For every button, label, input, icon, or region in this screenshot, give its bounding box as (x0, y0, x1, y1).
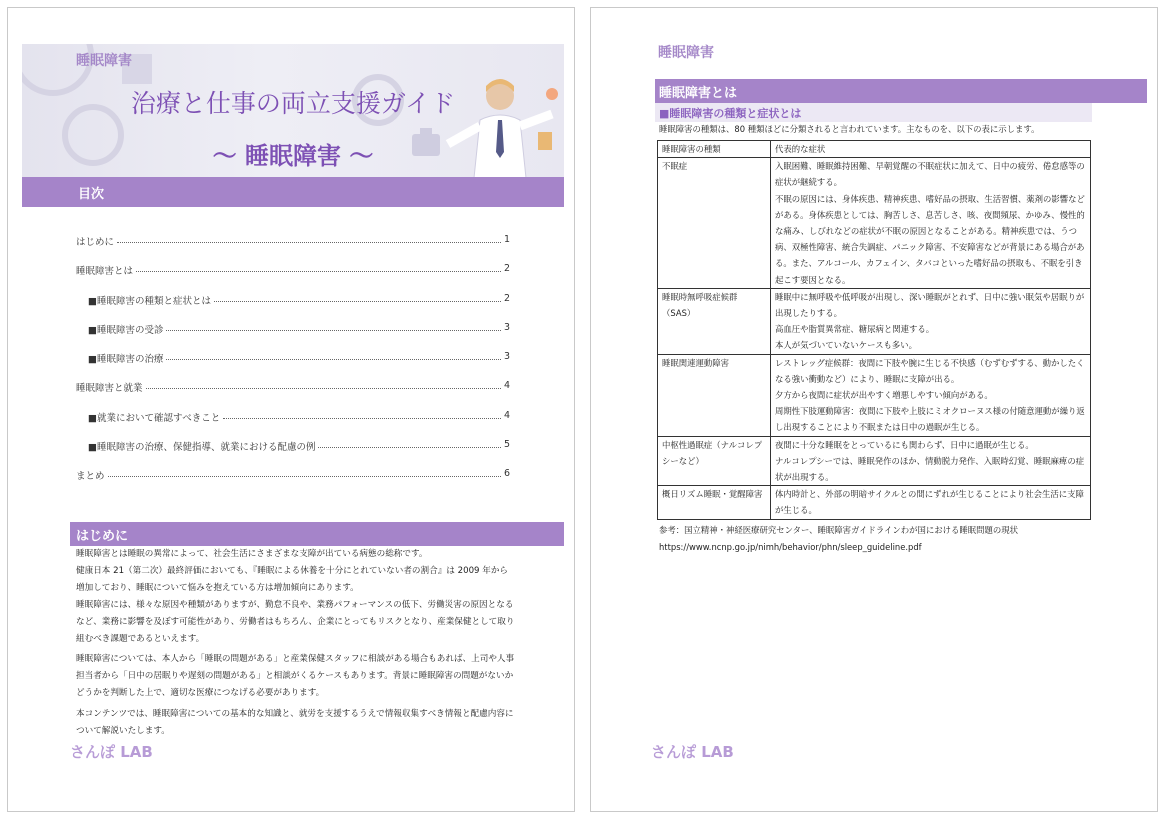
intro-paragraph: 健康日本 21（第二次）最終評価においても、『睡眠による休養を十分にとれていない者の割合』は 2009 年から増加しており、睡眠について悩みを抱えている方は増加傾向にあります。 (76, 565, 509, 593)
intro-paragraph: 本コンテンツでは、睡眠障害についての基本的な知識と、就労を支援するうえで情報収集すべき情報と配慮内容について解説いたします。 (76, 709, 514, 737)
reference-label: 参考：国立精神・神経医療研究センター、睡眠障害ガイドラインわが国における睡眠問題の現状 (659, 525, 1018, 535)
toc-leader (166, 322, 500, 331)
symptom-line: 体内時計と、外部の明暗サイクルとの間にずれが生じることにより社会生活に支障が生じる。 (775, 489, 1084, 516)
toc-leader (166, 351, 500, 360)
symptom-line: 不眠の原因には、身体疾患、精神疾患、嗜好品の摂取、生活習慣、薬剤の影響などがある。身体疾患としては、胸苦しさ、息苦しさ、咳、夜間頻尿、かゆみ、慢性的な痛み、しびれなどの症状が不眠の原因となることがある。精神疾患では、うつ病、双極性障害、統合失調症、パニック障害、不安障害などが背景にある場合がある。また、アルコール、カフェイン、タバコといった嗜好品の摂取も、不眠を引き起こす要因となる。 (775, 193, 1085, 285)
document-title: 治療と仕事の両立支援ガイド (130, 89, 456, 118)
toc-heading-bar (22, 177, 564, 207)
table-row (658, 354, 1091, 436)
disorder-type-cell: 不眠症 (658, 158, 771, 289)
intro-paragraph: 睡眠障害とは睡眠の異常によって、社会生活にさまざまな支障が出ている病態の総称です。 (76, 549, 428, 559)
symptom-line: 高血圧や脂質異常症、糖尿病と関連する。 (775, 324, 935, 335)
table-row (658, 158, 1091, 289)
document-page-1 (7, 7, 575, 812)
toc-leader (117, 234, 501, 243)
disorder-type-cell: 中枢性過眠症（ナルコレプシーなど） (658, 436, 771, 486)
cover-banner (22, 44, 564, 178)
reference-block (659, 522, 1099, 556)
toc-entry-label: ■睡眠障害の受診 (88, 324, 164, 336)
toc-entry[interactable] (76, 263, 510, 292)
symptoms-cell (771, 486, 1091, 519)
toc-page-number: 4 (503, 409, 510, 421)
document-subtitle: ～ 睡眠障害 ～ (212, 142, 374, 170)
toc-entry-label: ■睡眠障害の種類と症状とは (88, 295, 211, 307)
symptom-line: 周期性下肢運動障害：夜間に下肢や上肢にミオクローヌス様の付随意運動が繰り返し出現することにより不眠または日中の過眠が生じる。 (775, 406, 1085, 433)
toc-entry[interactable] (76, 468, 510, 497)
toc-entry[interactable] (76, 234, 510, 263)
intro-paragraph: 睡眠障害については、本人から「睡眠の問題がある」と産業保健スタッフに相談がある場合もあれば、上司や人事担当者から「日中の居眠りや遅刻の問題がある」と相談がくるケースもあります。背景に睡眠障害の問題がないかどうかを判断した上で、適切な医療につなげる必要があります。 (76, 654, 515, 699)
table-header-row (658, 141, 1091, 158)
symptoms-cell (771, 436, 1091, 486)
disorder-type-cell: 概日リズム睡眠・覚醒障害 (658, 486, 771, 519)
toc-leader (214, 293, 501, 302)
disorder-type-cell: 睡眠関連運動障害 (658, 354, 771, 436)
intro-heading-bar (70, 522, 564, 546)
symptoms-cell (771, 158, 1091, 289)
toc-entry-label: ■睡眠障害の治療、保健指導、就業における配慮の例 (88, 442, 316, 454)
toc-page-number: 5 (503, 439, 510, 451)
toc-page-number: 3 (503, 321, 510, 333)
table-header-cell: 代表的な症状 (771, 141, 1091, 158)
toc-leader (136, 263, 501, 272)
category-label: 睡眠障害 (76, 53, 132, 69)
reference-url-link[interactable]: https://www.ncnp.go.jp/nimh/behavior/phn/sleep_guideline.pdf (659, 542, 922, 552)
toc-entry-label: 睡眠障害と就業 (76, 383, 143, 395)
footer-logo: さんぽ LAB (70, 743, 153, 761)
toc-leader (223, 410, 501, 419)
symptoms-cell (771, 288, 1091, 354)
toc-leader (108, 468, 501, 477)
toc-page-number: 4 (503, 380, 510, 392)
toc-page-number: 2 (503, 263, 510, 275)
toc-entry-label: はじめに (76, 237, 115, 248)
symptoms-cell (771, 354, 1091, 436)
toc-entry[interactable] (76, 351, 510, 380)
toc-entry-label: ■睡眠障害の治療 (88, 354, 164, 366)
toc-page-number: 2 (503, 292, 510, 304)
category-label: 睡眠障害 (658, 45, 714, 61)
table-row (658, 288, 1091, 354)
sleep-disorder-table (657, 140, 1091, 520)
section-heading-bar (655, 79, 1147, 103)
table-of-contents (76, 234, 510, 498)
toc-entry[interactable] (76, 322, 510, 351)
toc-entry[interactable] (76, 293, 510, 322)
table-row (658, 486, 1091, 519)
toc-page-number: 3 (503, 351, 510, 363)
symptom-line: 夕方から夜間に症状が出やすく増悪しやすい傾向がある。 (775, 390, 993, 401)
table-header-cell: 睡眠障害の種類 (658, 141, 771, 158)
toc-leader (146, 380, 501, 389)
symptom-line: 本人が気づいていないケースも多い。 (775, 340, 917, 351)
toc-entry-label: 睡眠障害とは (76, 266, 134, 278)
table-lead-text: 睡眠障害の種類は、80 種類ほどに分類されると言われています。主なものを、以下の表に示します。 (659, 124, 1040, 134)
symptom-line: ナルコレプシーでは、睡眠発作のほか、情動脱力発作、入眠時幻覚、睡眠麻痺の症状が出現する。 (775, 455, 1085, 483)
toc-leader (318, 439, 500, 448)
symptom-line: レストレッグ症候群：夜間に下肢や腕に生じる不快感（むずむずする、動かしたくなる強い衝動など）により、睡眠に支障が出る。 (775, 357, 1085, 384)
footer-logo: さんぽ LAB (651, 743, 734, 761)
intro-body (76, 546, 516, 744)
toc-entry[interactable] (76, 439, 510, 468)
subsection-heading: ■睡眠障害の種類と症状とは (655, 103, 1092, 122)
symptom-line: 睡眠中に無呼吸や低呼吸が出現し、深い睡眠がとれず、日中に強い眠気や居眠りが出現したりする。 (775, 291, 1085, 319)
table-row (658, 436, 1091, 486)
section-heading: 睡眠障害とは (659, 85, 738, 101)
intro-paragraph: 睡眠障害には、様々な原因や種類がありますが、勤怠不良や、業務パフォーマンスの低下、労働災害の原因となるなど、業務に影響を及ぼす可能性があり、労働者はもちろん、企業にとってもリスクとなり、産業保健として取り組むべき課題であるといえます。 (76, 599, 515, 644)
toc-page-number: 6 (503, 468, 510, 480)
toc-entry[interactable] (76, 380, 510, 409)
disorder-type-cell: 睡眠時無呼吸症候群（SAS） (658, 288, 771, 354)
toc-entry-label: ■就業において確認すべきこと (88, 412, 221, 424)
document-page-2 (590, 7, 1158, 812)
toc-entry[interactable] (76, 410, 510, 439)
intro-heading: はじめに (76, 528, 129, 544)
toc-entry-label: まとめ (76, 471, 105, 483)
symptom-line: 入眠困難、睡眠維持困難、早朝覚醒の不眠症状に加えて、日中の疲労、倦怠感等の症状が継続する。 (775, 161, 1085, 188)
toc-page-number: 1 (503, 234, 510, 245)
toc-heading: 目次 (78, 186, 105, 202)
symptom-line: 夜間に十分な睡眠をとっているにも関わらず、日中に過眠が生じる。 (775, 439, 1034, 450)
